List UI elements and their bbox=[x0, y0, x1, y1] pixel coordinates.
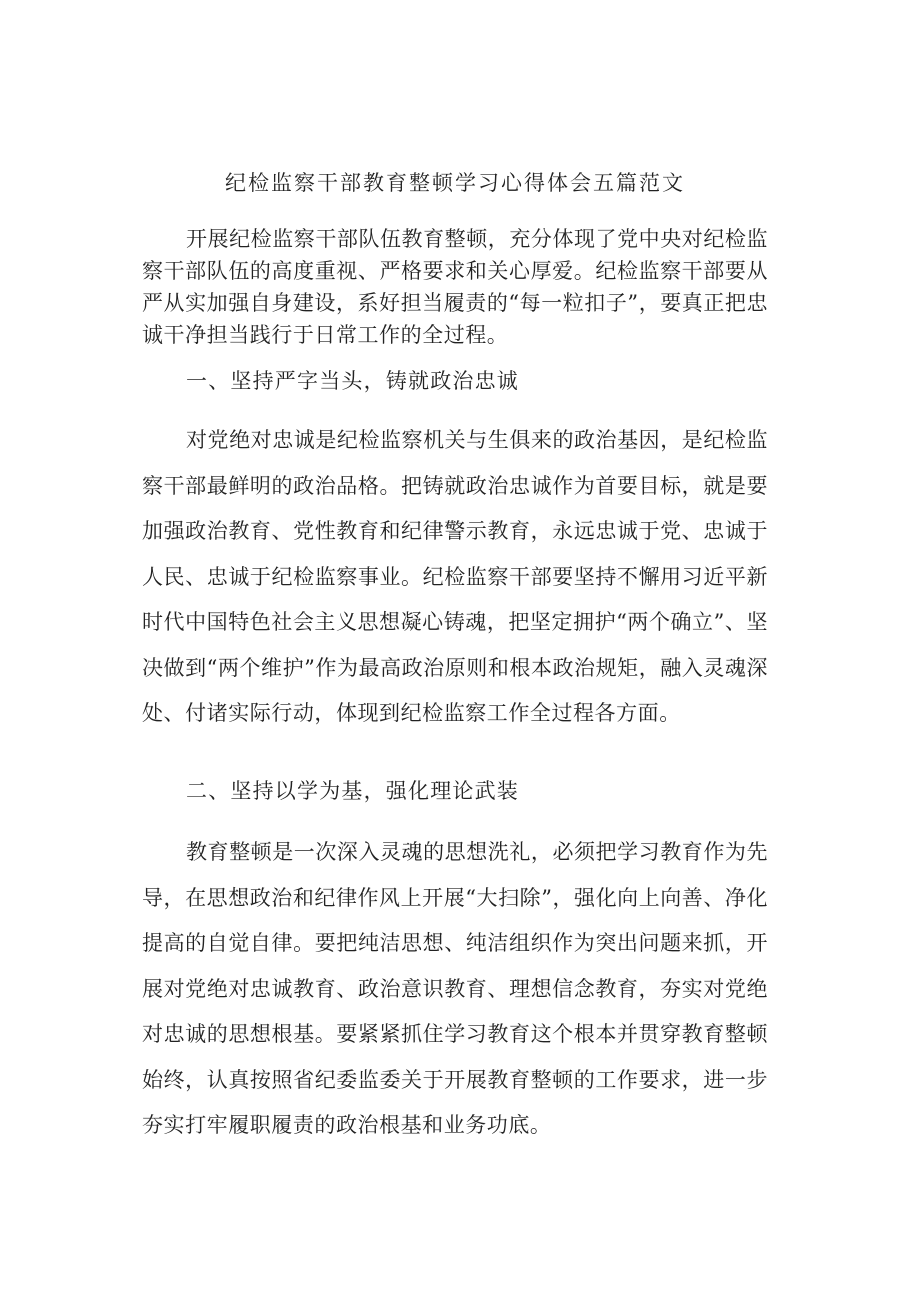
section1-body: 对党绝对忠诚是纪检监察机关与生俱来的政治基因，是纪检监察干部最鲜明的政治品格。把铸就政治忠诚作为首要目标，就是要加强政治教育、党性教育和纪律警示教育，永远忠诚于党、忠诚于人民、忠诚于纪检监察事业。纪检监察干部要坚持不懈用习近平新时代中国特色社会主义思想凝心铸魂，把坚定拥护“两个确立”、坚决做到“两个维护”作为最高政治原则和根本政治规矩，融入灵魂深处、付诸实际行动，体现到纪检监察工作全过程各方面。 bbox=[142, 428, 768, 725]
section1-heading: 一、坚持严字当头，铸就政治忠诚 bbox=[186, 369, 519, 393]
document-page bbox=[142, 0, 768, 1301]
section2-heading: 二、坚持以学为基，强化理论武装 bbox=[186, 779, 519, 803]
section2-body: 教育整顿是一次深入灵魂的思想洗礼，必须把学习教育作为先导，在思想政治和纪律作风上开展“大扫除”，强化向上向善、净化提高的自觉自律。要把纯洁思想、纯洁组织作为突出问题来抓，开展对党绝对忠诚教育、政治意识教育、理想信念教育，夯实对党绝对忠诚的思想根基。要紧紧抓住学习教育这个根本并贯穿教育整顿始终，认真按照省纪委监委关于开展教育整顿的工作要求，进一步夯实打牢履职履责的政治根基和业务功底。 bbox=[142, 840, 768, 1137]
intro-paragraph: 开展纪检监察干部队伍教育整顿，充分体现了党中央对纪检监察干部队伍的高度重视、严格要求和关心厚爱。纪检监察干部要从严从实加强自身建设，系好担当履责的“每一粒扣子”，要真正把忠诚干净担当践行于日常工作的全过程。 bbox=[142, 227, 768, 347]
document-title: 纪检监察干部教育整顿学习心得体会五篇范文 bbox=[225, 171, 685, 195]
